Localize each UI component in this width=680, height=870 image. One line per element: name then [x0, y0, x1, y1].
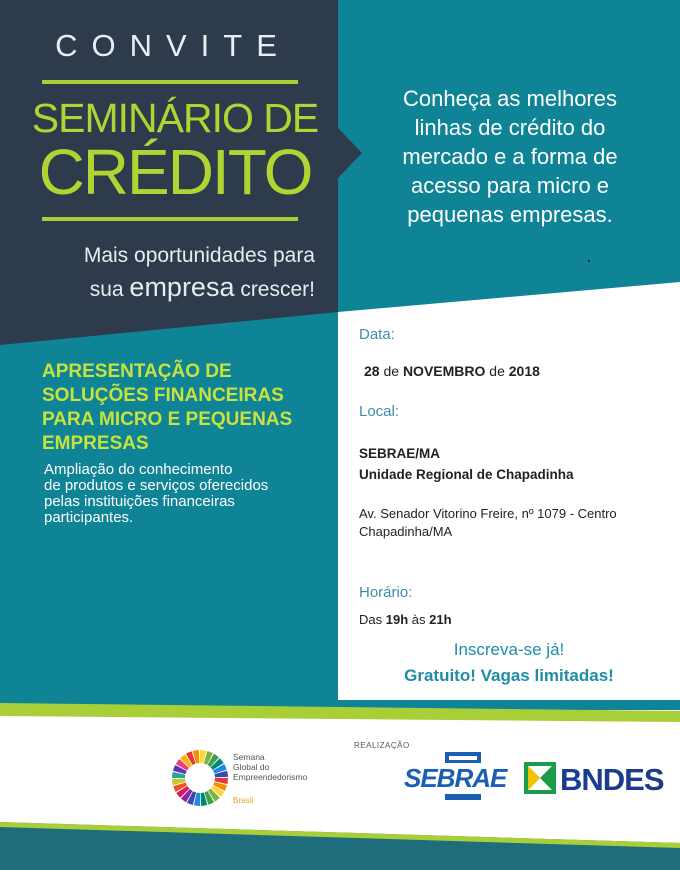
bndes-emblem-icon [524, 762, 556, 794]
date-day: 28 [364, 363, 380, 379]
tagline-line-2 [30, 272, 315, 303]
presentation-heading-line: SOLUÇÕES FINANCEIRAS [42, 385, 284, 406]
date-value [364, 363, 540, 379]
sge-text [233, 752, 323, 782]
time-value [359, 612, 452, 627]
sge-line: Semana [233, 752, 265, 762]
date-month: NOVEMBRO [402, 363, 486, 379]
intro-line: Conheça as melhores [402, 86, 617, 111]
realizacao-label: REALIZAÇÃO [354, 741, 410, 750]
tagline-crescer: crescer! [240, 278, 315, 301]
address-line-1: Av. Senador Vitorino Freire, nº 1079 - Centro [359, 506, 617, 521]
sge-country: Brasil [233, 796, 254, 805]
tagline-line-1: Mais oportunidades para [83, 244, 315, 267]
date-de: de [489, 363, 505, 379]
intro-line: linhas de crédito do [414, 115, 606, 140]
presentation-body-line: Ampliação do conhecimento [44, 461, 233, 478]
presentation-body-line: participantes. [44, 509, 134, 526]
presentation-body-line: de produtos e serviços oferecidos [44, 477, 269, 494]
time-start: 19h [385, 612, 409, 627]
location-label: Local: [359, 403, 400, 420]
venue-name: SEBRAE/MA [359, 446, 441, 461]
intro-line: pequenas empresas. [407, 202, 613, 227]
title-line-1: SEMINÁRIO DE [31, 95, 319, 141]
presentation-heading-line: APRESENTAÇÃO DE [42, 361, 232, 382]
intro-line: acesso para micro e [410, 173, 610, 198]
intro-text [360, 84, 660, 229]
info-panel [338, 282, 680, 700]
free-cta: Gratuito! Vagas limitadas! [404, 666, 614, 685]
presentation-heading-line: PARA MICRO E PEQUENAS [42, 409, 293, 430]
time-end: 21h [429, 612, 452, 627]
title-line-2: CRÉDITO [38, 136, 312, 208]
intro-line: mercado e a forma de [402, 144, 618, 169]
presentation-heading-line: EMPRESAS [42, 433, 149, 454]
presentation-heading [42, 360, 322, 456]
sge-logo-icon [170, 748, 230, 808]
tagline-empresa: empresa [129, 272, 235, 302]
date-year: 2018 [508, 363, 540, 379]
sge-line: Global do [233, 762, 270, 772]
presentation-body [44, 462, 314, 526]
convite-heading: CONVITE [55, 28, 291, 63]
register-cta: Inscreva-se já! [453, 640, 565, 659]
date-de: de [383, 363, 400, 379]
time-label: Horário: [359, 584, 413, 601]
presentation-body-line: pelas instituições financeiras [44, 493, 235, 510]
time-das: Das [359, 612, 383, 627]
divider-bottom [42, 217, 298, 221]
venue-unit: Unidade Regional de Chapadinha [359, 467, 574, 482]
tagline-sua: sua [89, 278, 124, 301]
address-line-2: Chapadinha/MA [359, 524, 453, 539]
time-as: às [411, 612, 426, 627]
bndes-logo-text: BNDES [560, 762, 664, 797]
sge-line: Empreendedorismo [233, 772, 308, 782]
divider-top [42, 80, 298, 84]
dot [588, 260, 590, 262]
sebrae-logo-text: SEBRAE [404, 763, 507, 793]
date-label: Data: [359, 326, 395, 343]
